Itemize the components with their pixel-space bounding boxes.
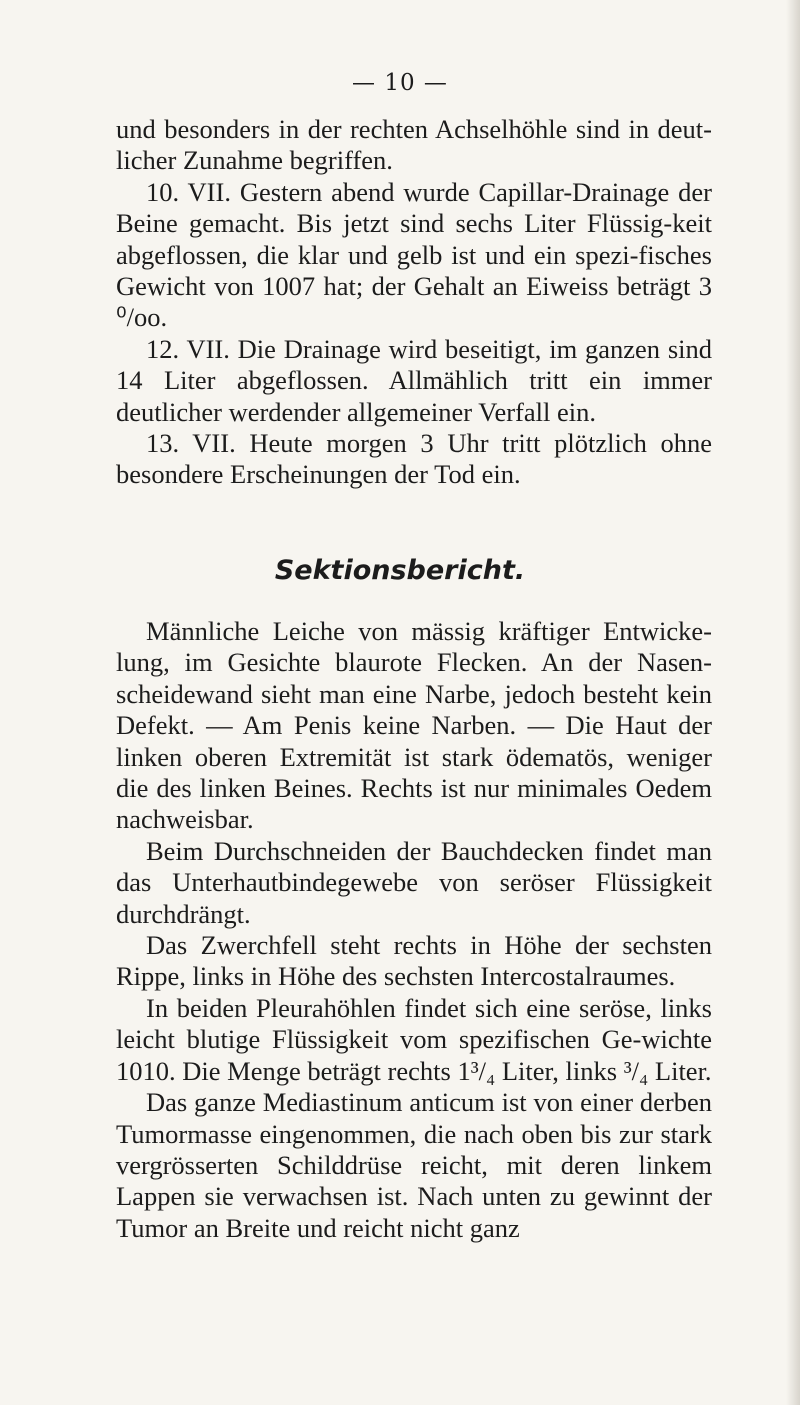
page-edge-shadow: [786, 0, 800, 1405]
paragraph: und besonders in der rechten Achselhöhle sind in deut-licher Zunahme begriffen.: [116, 114, 712, 176]
paragraph: 12. VII. Die Drainage wird beseitigt, im ganzen sind 14 Liter abgeflossen. Allmählich tritt ein immer deutlicher werdender allgemeiner Verfall ein.: [116, 333, 712, 427]
page-number: — 10 —: [352, 70, 448, 96]
paragraph: 10. VII. Gestern abend wurde Capillar-Drainage der Beine gemacht. Bis jetzt sind sechs Liter Flüssig-keit abgeflossen, die klar und gelb ist und ein spezi-fisches Gewicht von 1007 hat; der Gehalt an Eiweiss beträgt 3 ⁰/oo.: [116, 176, 712, 333]
text-block-clinical-notes: [116, 114, 712, 491]
section-heading: Sektionsbericht.: [274, 555, 526, 586]
text-block-autopsy-report: [116, 616, 712, 1244]
paragraph: Das ganze Mediastinum anticum ist von einer derben Tumormasse eingenommen, die nach oben bis zur stark vergrösserten Schilddrüse reicht, mit deren linkem Lappen sie verwachsen ist. Nach unten zu gewinnt der Tumor an Breite und reicht nicht ganz: [116, 1087, 712, 1243]
paragraph: Beim Durchschneiden der Bauchdecken findet man das Unterhautbindegewebe von seröser Flüssigkeit durchdrängt.: [116, 835, 712, 929]
paragraph: 13. VII. Heute morgen 3 Uhr tritt plötzlich ohne besondere Erscheinungen der Tod ein.: [116, 428, 712, 490]
paragraph: Männliche Leiche von mässig kräftiger Entwicke-lung, im Gesichte blaurote Flecken. An der Nasen-scheidewand sieht man eine Narbe, jedoch besteht kein Defekt. — Am Penis keine Narben. — Die Haut der linken oberen Extremität ist stark ödematös, weniger die des linken Beines. Rechts ist nur minimales Oedem nachweisbar.: [116, 616, 712, 835]
paragraph: Das Zwerchfell steht rechts in Höhe der sechsten Rippe, links in Höhe des sechsten Intercostalraumes.: [116, 930, 712, 992]
paragraph: In beiden Pleurahöhlen findet sich eine seröse, links leicht blutige Flüssigkeit vom spezifischen Ge-wichte 1010. Die Menge beträgt rechts 1³/₄ Liter, links ³/₄ Liter.: [116, 992, 712, 1086]
